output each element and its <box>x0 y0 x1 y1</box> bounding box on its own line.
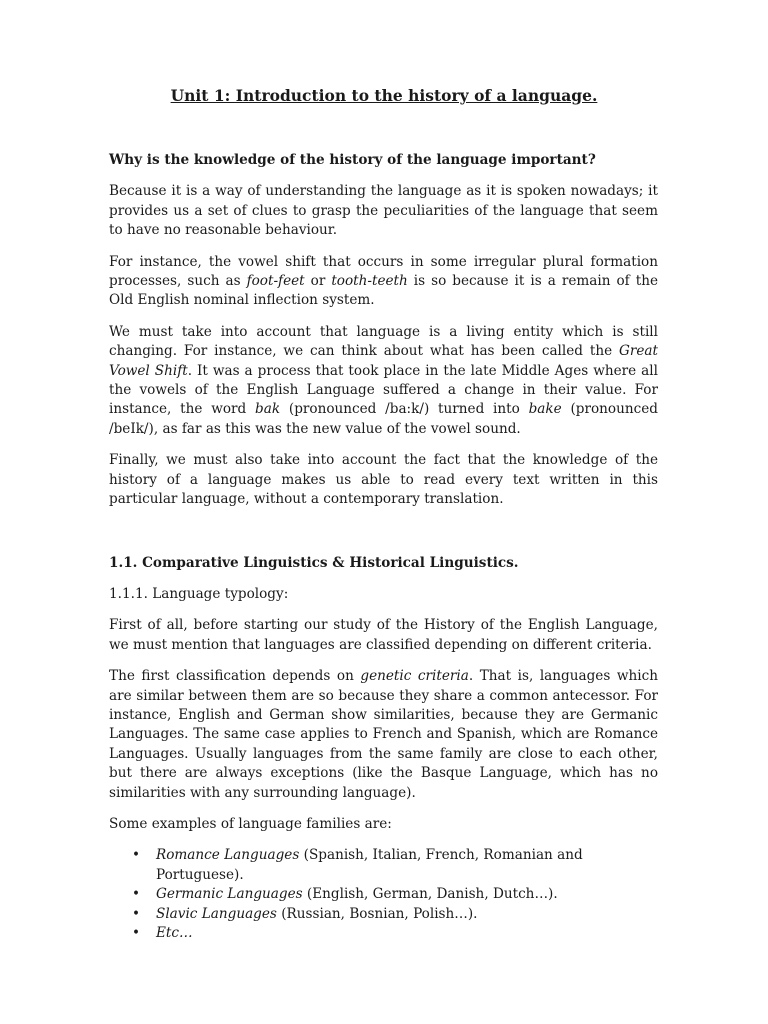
p6-term-genetic-criteria: genetic criteria <box>360 668 469 685</box>
family-name: Romance Languages <box>156 847 300 864</box>
document-title: Unit 1: Introduction to the history of a language. <box>170 86 598 105</box>
subsection-heading: 1.1.1. Language typology: <box>109 585 289 602</box>
paragraph-4: Finally, we must also take into account the fact that the knowledge of the history of a language makes us able to read every text written in this particular language, without a contemporary translation. <box>109 452 658 508</box>
p2-text-c: or <box>304 273 332 290</box>
p3-word-bake: bake <box>528 401 562 418</box>
family-name: Etc… <box>156 925 193 941</box>
document-body <box>109 151 658 943</box>
family-name: Slavic Languages <box>156 905 277 922</box>
p2-text-e: is so because it is a remain of the Old English nominal inflection system. <box>109 273 658 309</box>
p3-text-a: We must take into account that language is a living entity which is still changing. For instance, we can think about what has been called the <box>109 323 658 360</box>
language-families-list <box>109 846 658 943</box>
paragraph-7: Some examples of language families are: <box>109 815 392 832</box>
list-item <box>156 924 658 943</box>
paragraph-1: Because it is a way of understanding the language as it is spoken nowadays; it provides us a set of clues to grasp the peculiarities of the language that seem to have no reasonable behaviour. <box>109 183 658 239</box>
family-detail: (English, German, Danish, Dutch…). <box>302 886 558 903</box>
question-heading: Why is the knowledge of the history of the language important? <box>109 152 596 168</box>
p3-text-e: (pronounced /ba:k/) turned into <box>280 401 529 418</box>
p2-text-a: For instance, the vowel shift that occurs in some irregular plural formation processes, such as <box>109 253 658 290</box>
paragraph-5: First of all, before starting our study of the History of the English Language, we must mention that languages are classified depending on different criteria. <box>109 617 658 653</box>
paragraph-3 <box>109 323 658 439</box>
section-heading: 1.1. Comparative Linguistics & Historical Linguistics. <box>109 554 519 571</box>
p2-example-foot-feet: foot-feet <box>246 273 305 290</box>
p3-word-bak: bak <box>255 401 281 418</box>
family-detail: (Spanish, Italian, French, Romanian and Portuguese). <box>156 847 583 883</box>
list-item <box>156 905 658 924</box>
list-item <box>156 846 658 885</box>
p2-example-tooth-teeth: tooth-teeth <box>331 273 408 290</box>
family-name: Germanic Languages <box>156 886 303 903</box>
p3-text-g: (pronounced /beIk/), as far as this was the new value of the vowel sound. <box>109 401 658 437</box>
list-item <box>156 885 658 904</box>
paragraph-2 <box>109 253 658 311</box>
p3-term-great-vowel-shift: Great Vowel Shift <box>109 343 658 379</box>
p6-text-a: The first classification depends on <box>109 668 361 685</box>
family-detail: (Russian, Bosnian, Polish…). <box>276 905 478 922</box>
p3-text-c: . It was a process that took place in the late Middle Ages where all the vowels of the English Language suffered a change in their value. For instance, the word <box>109 362 658 418</box>
paragraph-6 <box>109 667 658 803</box>
p6-text-c: . That is, languages which are similar between them are so because they share a common antecessor. For instance, English and German show similarities, because they are Germanic Languages. The same case applies to French and Spanish, which are Romance Languages. Usually languages from the same family are close to each other, but there are always exceptions (like the Basque Language, which has no similarities with any surrounding language). <box>109 668 658 801</box>
